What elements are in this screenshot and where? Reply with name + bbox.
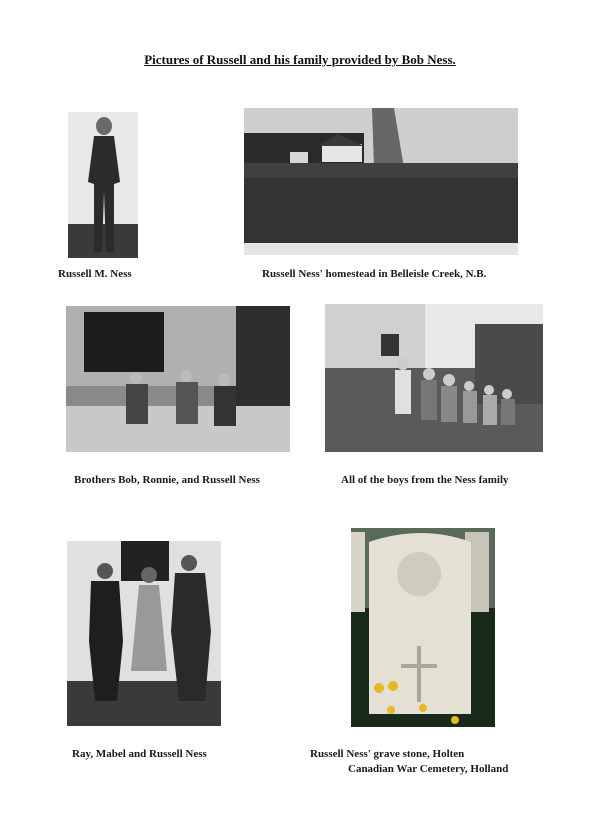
photo-homestead: [244, 108, 520, 256]
caption-homestead: Russell Ness' homestead in Belleisle Creek, N.B.: [262, 268, 487, 280]
caption-boys: All of the boys from the Ness family: [341, 474, 509, 486]
caption-brothers: Brothers Bob, Ronnie, and Russell Ness: [74, 474, 260, 486]
page-title: Pictures of Russell and his family provided by Bob Ness.: [144, 52, 456, 67]
caption-grave-line1: Russell Ness' grave stone, Holten: [310, 748, 465, 760]
caption-grave-line2: Canadian War Cemetery, Holland: [348, 763, 509, 775]
photo-boys: [325, 304, 543, 452]
photo-grave: [351, 528, 495, 727]
photo-ray-mabel-russell: [67, 541, 221, 726]
caption-russell-portrait: Russell M. Ness: [58, 268, 132, 280]
photo-russell-portrait: [68, 112, 138, 258]
photo-brothers: [66, 306, 290, 452]
caption-ray-mabel-russell: Ray, Mabel and Russell Ness: [72, 748, 207, 760]
